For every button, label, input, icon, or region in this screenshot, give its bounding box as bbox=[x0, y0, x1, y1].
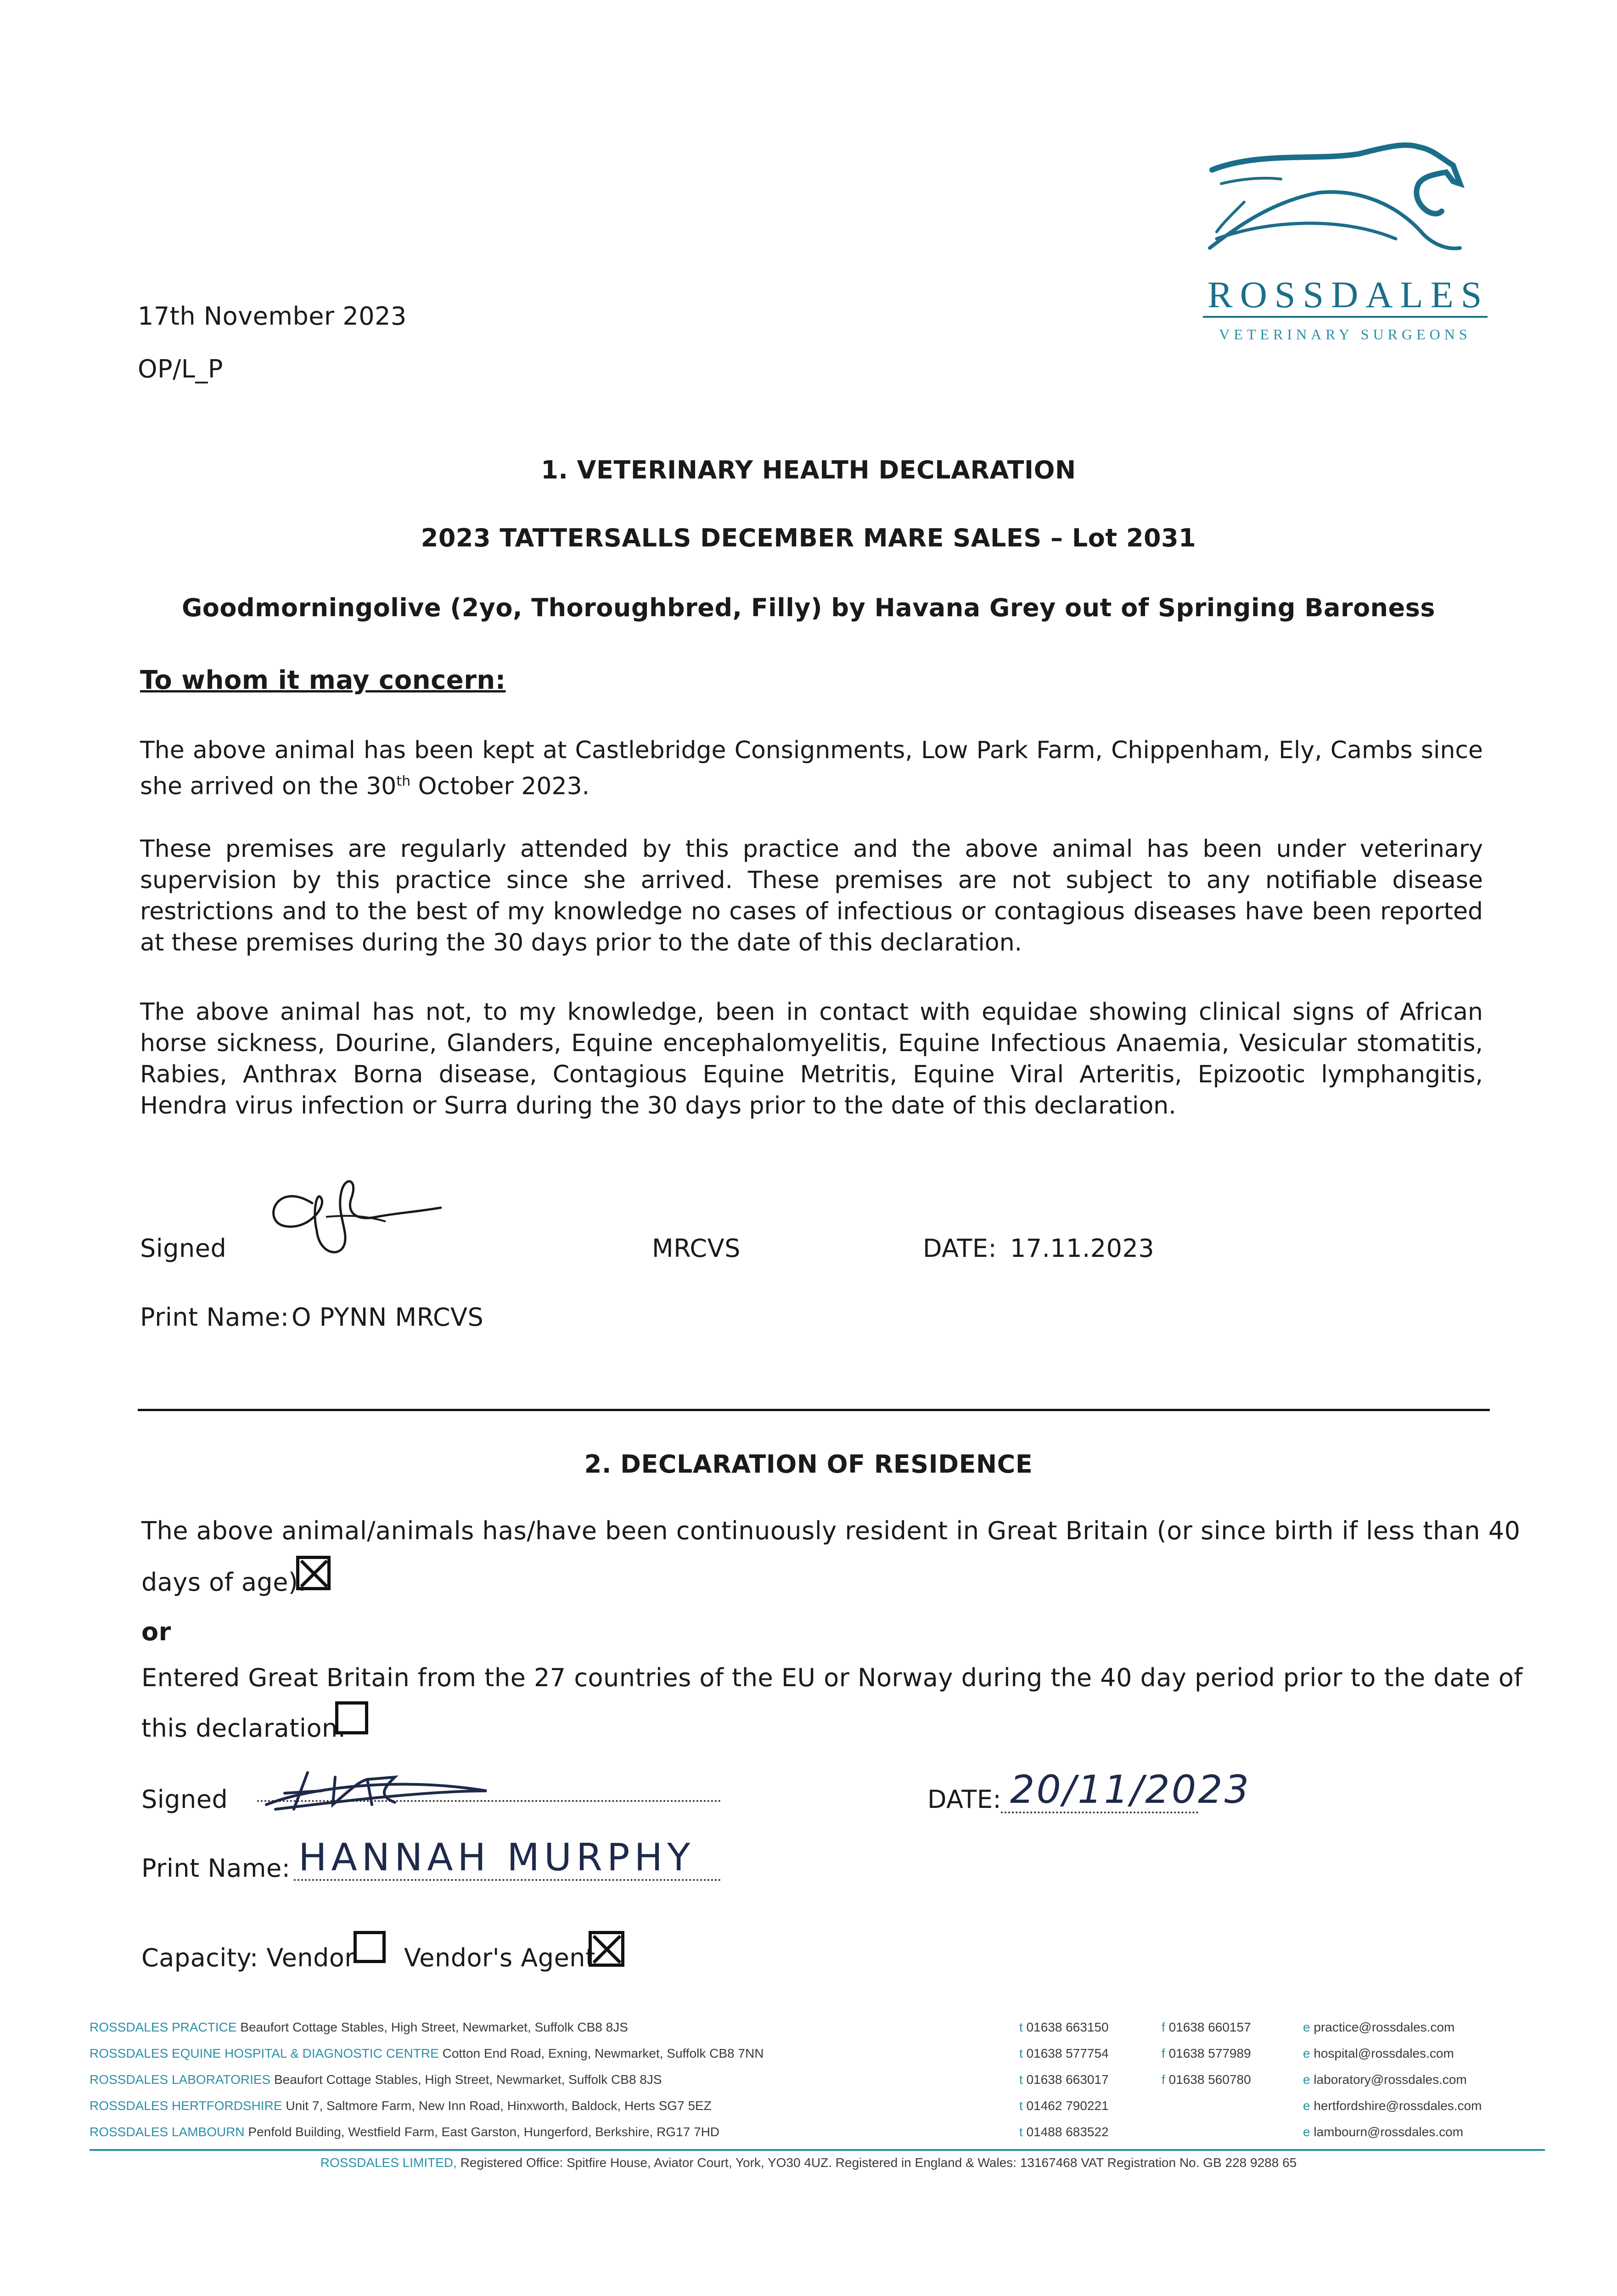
logo-name: ROSSDALES bbox=[1207, 274, 1489, 315]
section2-heading: 2. DECLARATION OF RESIDENCE bbox=[584, 1450, 1033, 1479]
footer-telephone: t 01488 683522 bbox=[1019, 2125, 1109, 2139]
footer-location-address: Beaufort Cottage Stables, High Street, Newmarket, Suffolk CB8 8JS bbox=[274, 2072, 662, 2087]
footer-fax: f 01638 577989 bbox=[1162, 2046, 1251, 2060]
paragraph-3: The above animal has not, to my knowledge, been in contact with equidae showing clinical signs of African horse sickness, Dourine, Glanders, Equine encephalomyelitis, Equine Infectious Anaemia, Vesicular stomatitis, Rabies, Anthrax Borna disease, Contagious Equine Metritis, Equine Viral Arteritis, Epizootic lymphangitis, Hendra virus infection or Surra during the 30 days prior to the date of this declaration. bbox=[140, 998, 1483, 1120]
section2-signature bbox=[257, 1759, 496, 1825]
option1-text-line1: The above animal/animals has/have been continuously resident in Great Britain (or since birth if less than 40 bbox=[141, 1516, 1521, 1545]
option2-text-line2: this declaration. bbox=[141, 1714, 346, 1743]
paragraph-2: These premises are regularly attended by this practice and the above animal has been under veterinary supervision by this practice since she arrived. These premises are not subject to any notifiable disease restrictions and to the best of my knowledge no cases of infectious or contagious diseases have been reported at these premises during the 30 days prior to the date of this declaration. bbox=[140, 835, 1483, 957]
date-line bbox=[1001, 1812, 1198, 1813]
sale-title: 2023 TATTERSALLS DECEMBER MARE SALES – Lot 2031 bbox=[421, 523, 1196, 552]
section1-signature bbox=[257, 1162, 450, 1269]
footer-email: e hertfordshire@rossdales.com bbox=[1303, 2099, 1482, 2113]
vendors-agent-label: Vendor's Agent bbox=[404, 1943, 595, 1972]
footer-email: e practice@rossdales.com bbox=[1303, 2020, 1455, 2034]
footer-rule bbox=[90, 2149, 1545, 2151]
section1-print-name-value: O PYNN MRCVS bbox=[292, 1303, 484, 1332]
footer-location bbox=[90, 2097, 712, 2115]
footer-location-address: Unit 7, Saltmore Farm, New Inn Road, Hinxworth, Baldock, Herts SG7 5EZ bbox=[286, 2099, 712, 2113]
option2-text-line1: Entered Great Britain from the 27 countries of the EU or Norway during the 40 day period prior to the date of bbox=[141, 1663, 1523, 1692]
footer-location-name: ROSSDALES PRACTICE bbox=[90, 2020, 237, 2034]
or-separator: or bbox=[141, 1617, 171, 1646]
footer-legal: ROSSDALES LIMITED, Registered Office: Spitfire House, Aviator Court, York, YO30 4UZ. Registered in England & Wales: 13167468 VAT Registration No. GB 228 9288 65 bbox=[320, 2155, 1297, 2170]
option1-text-line2: days of age). bbox=[141, 1568, 307, 1597]
footer-location-address: Cotton End Road, Exning, Newmarket, Suffolk CB8 7NN bbox=[442, 2046, 764, 2060]
footer-location-name: ROSSDALES LAMBOURN bbox=[90, 2125, 245, 2139]
logo-rule bbox=[1203, 316, 1488, 318]
footer-location bbox=[90, 2071, 662, 2089]
print-name-line bbox=[294, 1879, 721, 1881]
section1-print-name-label: Print Name: bbox=[140, 1303, 289, 1332]
paragraph-1: The above animal has been kept at Castlebridge Consignments, Low Park Farm, Chippenham, Ely, Cambs since she arrived on the 30th October 2023. bbox=[140, 737, 1483, 800]
footer-fax: f 01638 660157 bbox=[1162, 2020, 1251, 2034]
letter-date: 17th November 2023 bbox=[138, 302, 407, 331]
footer-email: e laboratory@rossdales.com bbox=[1303, 2072, 1467, 2087]
footer-telephone: t 01462 790221 bbox=[1019, 2099, 1109, 2113]
section-divider bbox=[138, 1409, 1490, 1411]
footer-telephone: t 01638 663150 bbox=[1019, 2020, 1109, 2034]
logo-tagline: VETERINARY SURGEONS bbox=[1219, 326, 1471, 343]
vendors-agent-checkbox[interactable] bbox=[589, 1931, 624, 1967]
section1-date-value: 17.11.2023 bbox=[1010, 1234, 1155, 1263]
reference: OP/L_P bbox=[138, 355, 223, 383]
footer-location bbox=[90, 2123, 719, 2141]
footer-location-name: ROSSDALES HERTFORDSHIRE bbox=[90, 2099, 282, 2113]
footer-telephone: t 01638 577754 bbox=[1019, 2046, 1109, 2060]
footer-telephone: t 01638 663017 bbox=[1019, 2072, 1109, 2087]
section1-date-label: DATE: bbox=[923, 1234, 997, 1263]
section1-heading: 1. VETERINARY HEALTH DECLARATION bbox=[541, 456, 1076, 484]
footer-location-name: ROSSDALES LABORATORIES bbox=[90, 2072, 271, 2087]
section2-signed-label: Signed bbox=[141, 1785, 228, 1814]
vendor-checkbox[interactable] bbox=[354, 1931, 386, 1963]
section2-print-name-value: HANNAH MURPHY bbox=[298, 1836, 695, 1880]
footer-location-name: ROSSDALES EQUINE HOSPITAL & DIAGNOSTIC CENTRE bbox=[90, 2046, 439, 2060]
section2-print-name-label: Print Name: bbox=[141, 1854, 291, 1883]
section2-date-value: 20/11/2023 bbox=[1010, 1767, 1251, 1812]
footer-location bbox=[90, 2018, 628, 2037]
horse-logo-icon bbox=[1203, 133, 1488, 271]
rossdales-logo bbox=[1203, 133, 1488, 363]
salutation: To whom it may concern: bbox=[140, 665, 506, 695]
mrcvs-label: MRCVS bbox=[652, 1234, 741, 1263]
footer-email: e hospital@rossdales.com bbox=[1303, 2046, 1454, 2060]
horse-description: Goodmorningolive (2yo, Thoroughbred, Filly) by Havana Grey out of Springing Baroness bbox=[181, 593, 1436, 622]
section1-signed-label: Signed bbox=[140, 1234, 227, 1263]
capacity-label: Capacity: Vendor bbox=[141, 1943, 355, 1972]
footer-location-address: Beaufort Cottage Stables, High Street, Newmarket, Suffolk CB8 8JS bbox=[240, 2020, 628, 2034]
resident-checkbox[interactable] bbox=[296, 1556, 331, 1590]
entered-eu-checkbox[interactable] bbox=[335, 1701, 368, 1734]
section2-date-label: DATE: bbox=[927, 1785, 1002, 1814]
footer-location bbox=[90, 2044, 764, 2063]
footer-fax: f 01638 560780 bbox=[1162, 2072, 1251, 2087]
footer-location-address: Penfold Building, Westfield Farm, East Garston, Hungerford, Berkshire, RG17 7HD bbox=[248, 2125, 720, 2139]
footer-email: e lambourn@rossdales.com bbox=[1303, 2125, 1464, 2139]
